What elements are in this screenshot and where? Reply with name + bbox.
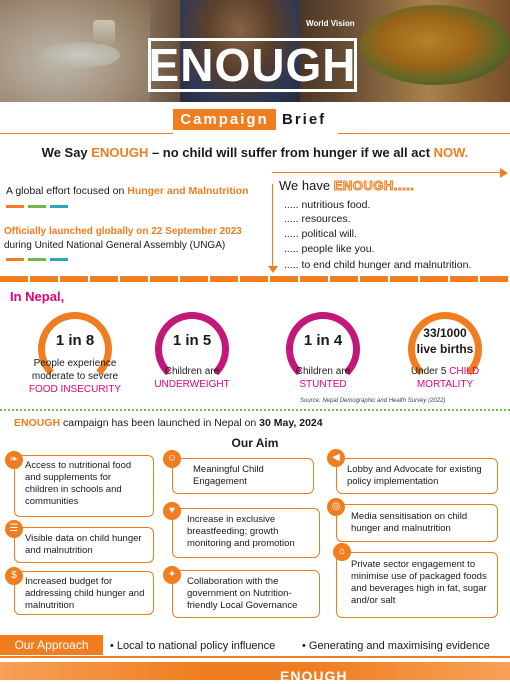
approach-rule	[0, 656, 510, 658]
dotted-divider	[0, 409, 510, 411]
brief-rule-right	[338, 133, 510, 134]
stat-line1-pre: Under 5	[410, 366, 450, 377]
arrow-right-icon	[500, 168, 508, 178]
money-icon: $	[5, 567, 23, 585]
footer-band	[0, 662, 510, 680]
media-icon: ◎	[327, 498, 345, 516]
arrow-down-icon	[268, 266, 278, 273]
stat-line1: People experience	[33, 358, 117, 369]
have-rule-top	[272, 172, 505, 173]
stat-food-insecurity	[16, 312, 134, 402]
tagline-mid: – no child will suffer from hunger if we all act	[148, 145, 434, 160]
have-item: ..... people like you.	[284, 243, 375, 255]
aim-box	[336, 552, 498, 618]
source-note: Source: Nepal Demographic and Health Survey (2022)	[300, 398, 446, 404]
aim-box	[336, 458, 498, 494]
stat-value: 1 in 4	[303, 332, 343, 349]
stat-line1: Children are	[295, 366, 351, 377]
brief-rule-left	[0, 133, 173, 134]
stat-value: 33/1000	[423, 326, 467, 340]
stripe	[6, 258, 24, 261]
stat-underweight	[133, 312, 251, 402]
building-icon: ⌂	[333, 543, 351, 561]
aim-box	[14, 527, 154, 563]
aim-text: Access to nutritional food and supplements for children in schools and communities	[25, 460, 132, 507]
stat-line1: Children are	[164, 366, 220, 377]
stripe	[50, 205, 68, 208]
approach-item: • Local to national policy influence	[110, 640, 276, 652]
stripe	[50, 258, 68, 261]
stripe	[28, 258, 46, 261]
stat-child-mortality	[386, 312, 504, 402]
stat-stunted	[264, 312, 382, 402]
aim-text: Increase in exclusive breastfeeding; growth monitoring and promotion	[187, 514, 295, 549]
launch-date-rest: during United National General Assembly (UNGA)	[4, 240, 226, 251]
breastfeeding-icon: ♥	[163, 502, 181, 520]
nepal-launch-text	[14, 417, 323, 429]
aim-text: Lobby and Advocate for existing policy implementation	[347, 464, 482, 487]
tagline-pre: We Say	[41, 145, 92, 160]
tagline-enough: ENOUGH	[91, 145, 149, 160]
stat-highlight: MORTALITY	[416, 379, 474, 390]
stat-highlight: UNDERWEIGHT	[154, 379, 230, 390]
in-nepal-heading: In Nepal,	[10, 289, 65, 304]
stat-highlight: FOOD INSECURITY	[28, 384, 122, 395]
stat-highlight: STUNTED	[299, 379, 347, 390]
brief-label: Brief	[282, 111, 327, 128]
approach-item: • Generating and maximising evidence	[302, 640, 490, 652]
aim-text: Meaningful Child Engagement	[193, 464, 264, 487]
stripe	[6, 205, 24, 208]
aim-text: Increased budget for addressing child hunger and malnutrition	[25, 576, 145, 611]
aim-box	[172, 570, 320, 618]
world-vision-logo: World Vision	[306, 19, 355, 28]
tagline-now: NOW.	[433, 145, 469, 160]
our-approach-label: Our Approach	[0, 635, 103, 655]
have-item: ..... nutritious food.	[284, 199, 371, 211]
handshake-icon: ✦	[163, 566, 181, 584]
have-item: ..... resources.	[284, 213, 351, 225]
launch-date: 30 May, 2024	[259, 417, 323, 429]
launch-enough: ENOUGH	[14, 417, 61, 429]
stat-line1-hl: CHILD	[449, 366, 480, 377]
aim-text: Collaboration with the government on Nutrition-friendly Local Governance	[187, 576, 298, 611]
we-have-title	[279, 178, 414, 193]
global-effort-pre: A global effort focused on	[6, 185, 128, 197]
section-band	[0, 276, 510, 282]
stat-value-unit: live births	[416, 342, 474, 356]
aim-box	[336, 504, 498, 542]
stat-line2: moderate to severe	[31, 371, 119, 382]
global-effort-text	[6, 185, 249, 197]
we-have-pre: We have	[279, 178, 334, 193]
aim-box	[14, 571, 154, 615]
stat-value: 1 in 8	[55, 332, 95, 349]
document-icon: ☰	[5, 520, 23, 538]
aim-text: Private sector engagement to minimise use of packaged foods and beverages high in fat, sugar and/or salt	[351, 559, 487, 606]
tagline	[0, 145, 510, 160]
people-icon: ☺	[163, 450, 181, 468]
have-item: ..... to end child hunger and malnutrition.	[284, 259, 472, 271]
stat-line1	[386, 366, 504, 378]
enough-brand-title: ENOUGH	[148, 39, 357, 91]
have-item: ..... political will.	[284, 228, 357, 240]
aim-box	[172, 458, 314, 494]
stripe	[28, 205, 46, 208]
aim-text: Media sensitisation on child hunger and malnutrition	[351, 511, 468, 534]
we-have-enough: ENOUGH.....	[333, 178, 415, 193]
aim-box	[172, 508, 320, 558]
have-rule-side	[272, 184, 273, 268]
aim-text: Visible data on child hunger and malnutrition	[25, 533, 142, 556]
aim-box	[14, 455, 154, 517]
launch-date-bold: Officially launched globally on 22 September 2023	[4, 226, 242, 237]
footer-brand: ENOUGH	[280, 668, 348, 684]
stat-value: 1 in 5	[172, 332, 212, 349]
grain-icon: ❧	[5, 451, 23, 469]
our-aim-heading: Our Aim	[231, 436, 279, 450]
global-effort-focus: Hunger and Malnutrition	[127, 185, 249, 197]
campaign-label: Campaign	[173, 109, 276, 130]
launch-text: campaign has been launched in Nepal on	[60, 417, 260, 429]
megaphone-icon: ◀	[327, 449, 345, 467]
